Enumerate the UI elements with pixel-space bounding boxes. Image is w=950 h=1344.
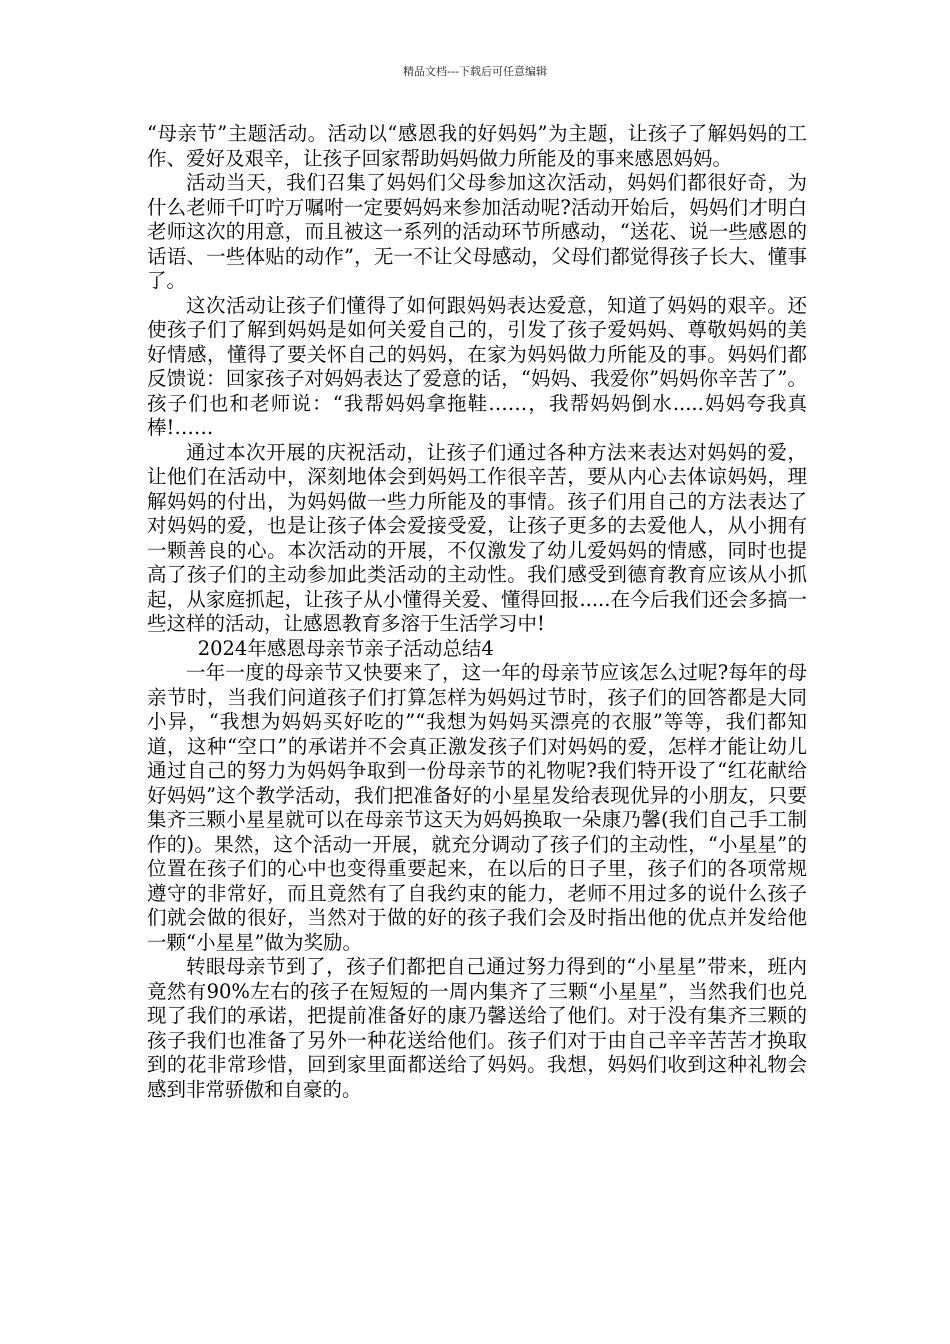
- paragraph-5: 一年一度的母亲节又快要来了，这一年的母亲节应该怎么过呢?每年的母亲节时，当我们问道孩子们打算怎样为妈妈过节时，孩子们的回答都是大同小异，“我想为妈妈买好吃的”“我想为妈妈买漂亮的衣服”等等，我们都知道，这种“空口”的承诺并不会真正激发孩子们对妈妈的爱，怎样才能让幼儿通过自己的努力为妈妈争取到一份母亲节的礼物呢?我们特开设了“红花献给好妈妈”这个教学活动，我们把准备好的小星星发给表现优异的小朋友，只要集齐三颗小星星就可以在母亲节这天为妈妈换取一朵康乃馨(我们自己手工制作的)。果然，这个活动一开展，就充分调动了孩子们的主动性，“小星星”的位置在孩子们的心中也变得重要起来，在以后的日子里，孩子们的各项常规遵守的非常好，而且竟然有了自我约束的能力，老师不用过多的说什么孩子们就会做的很好，当然对于做的好的孩子我们会及时指出他的优点并发给他一颗“小星星”做为奖励。: [147, 661, 807, 954]
- section-heading: 2024年感恩母亲节亲子活动总结4: [197, 636, 494, 660]
- paragraph-1: “母亲节”主题活动。活动以“感恩我的好妈妈”为主题，让孩子了解妈妈的工作、爱好及艰辛，让孩子回家帮助妈妈做力所能及的事来感恩妈妈。: [147, 122, 807, 170]
- paragraph-4: 通过本次开展的庆祝活动，让孩子们通过各种方法来表达对妈妈的爱，让他们在活动中，深刻地体会到妈妈工作很辛苦，要从内心去体谅妈妈，理解妈妈的付出，为妈妈做一些力所能及的事情。孩子们用自己的方法表达了对妈妈的爱，也是让孩子体会爱接受爱，让孩子更多的去爱他人，从小拥有一颗善良的心。本次活动的开展，不仅激发了幼儿爱妈妈的情感，同时也提高了孩子们的主动参加此类活动的主动性。我们感受到德育教育应该从小抓起，从家庭抓起，让孩子从小懂得关爱、懂得回报.....在今后我们还会多搞一些这样的活动，让感恩教育多溶于生活学习中!: [147, 440, 807, 635]
- document-body: [147, 122, 807, 1102]
- paragraph-6: 转眼母亲节到了，孩子们都把自己通过努力得到的“小星星”带来，班内竟然有90%左右的孩子在短短的一周内集齐了三颗“小星星”，当然我们也兑现了我们的承诺，把提前准备好的康乃馨送给了他们。对于没有集齐三颗的孩子我们也准备了另外一种花送给他们。孩子们对于由自己辛辛苦苦才换取到的花非常珍惜，回到家里面都送给了妈妈。我想，妈妈们收到这种礼物会感到非常骄傲和自豪的。: [147, 955, 807, 1101]
- page-header: 精品文档---下载后可任意编辑: [403, 65, 547, 78]
- paragraph-2: 活动当天，我们召集了妈妈们父母参加这次活动，妈妈们都很好奇，为什么老师千叮咛万嘱咐一定要妈妈来参加活动呢?活动开始后，妈妈们才明白老师这次的用意，而且被这一系列的活动环节所感动，“送花、说一些感恩的话语、一些体贴的动作”，无一不让父母感动，父母们都觉得孩子长大、懂事了。: [147, 171, 807, 292]
- paragraph-3: 这次活动让孩子们懂得了如何跟妈妈表达爱意，知道了妈妈的艰辛。还使孩子们了解到妈妈是如何关爱自己的，引发了孩子爱妈妈、尊敬妈妈的美好情感，懂得了要关怀自己的妈妈，在家为妈妈做力所能及的事。妈妈们都反馈说：回家孩子对妈妈表达了爱意的话，“妈妈、我爱你”妈妈你辛苦了”。孩子们也和老师说：“我帮妈妈拿拖鞋……，我帮妈妈倒水.....妈妈夸我真棒!……: [147, 293, 807, 439]
